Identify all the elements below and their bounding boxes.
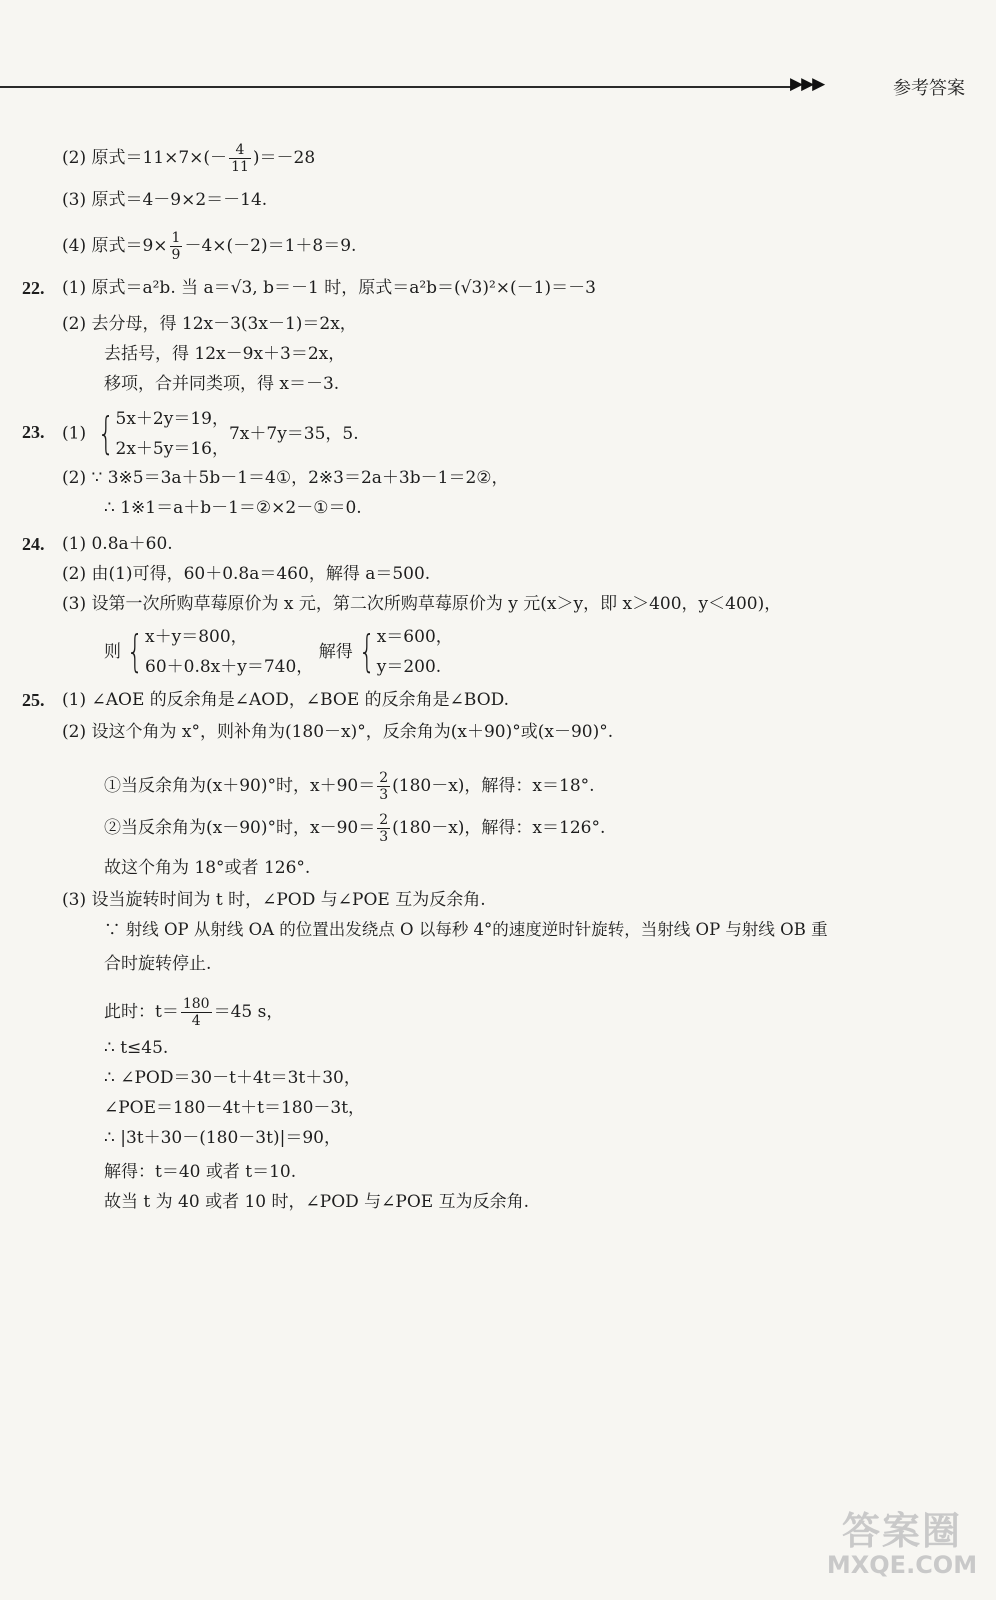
question-number: 25.	[22, 690, 45, 710]
q24-line3: (3) 设第一次所购草莓原价为 x 元，第二次所购草莓原价为 y 元(x＞y，即 x＞400，y＜400)，	[62, 594, 782, 614]
q25-line9: 此时：t＝ $\frac{180}{4}$ ＝45 s，	[104, 996, 284, 1029]
q25-line10: ∴ t≤45.	[104, 1038, 169, 1058]
fraction: $\frac{180}{4}$	[182, 996, 210, 1029]
fraction: $\frac{2}{3}$	[379, 770, 389, 803]
q25-case1: ①当反余角为(x＋90)°时，x＋90＝ $\frac{2}{3}$ (180－x)，解得：x＝18°.	[104, 770, 595, 803]
q22-line4: 移项，合并同类项，得 x＝－3.	[104, 374, 340, 394]
header-rule	[0, 86, 795, 88]
q25-line12: ∠POE＝180－4t＋t＝180－3t，	[104, 1098, 366, 1118]
q24-system: 则 { x＋y＝800， 60＋0.8x＋y＝740， 解得 { x＝600， y＝200.	[104, 626, 453, 677]
fraction: $\frac{1}{9}$	[171, 230, 181, 263]
fraction: $\frac{4}{11}$	[231, 142, 249, 175]
header-title: 参考答案	[893, 78, 965, 99]
q23-line2: (2) ∵ 3※5＝3a＋5b－1＝4①，2※3＝2a＋3b－1＝2②，	[62, 468, 509, 488]
q25-case2: ②当反余角为(x－90)°时，x－90＝ $\frac{2}{3}$ (180－x)，解得：x＝126°.	[104, 812, 606, 845]
q22-line3: 去括号，得 12x－9x＋3＝2x，	[104, 344, 346, 364]
watermark-logo: 答案圈 MXQE.COM	[826, 1509, 978, 1579]
question-number: 23.	[22, 422, 45, 442]
q21-part4: (4) 原式＝9× $\frac{1}{9}$ －4×(－2)＝1＋8＝9.	[62, 230, 357, 263]
q24-line1: (1) 0.8a＋60.	[62, 534, 173, 554]
q25-line2: (2) 设这个角为 x°，则补角为(180－x)°，反余角为(x＋90)°或(x－90)°.	[62, 722, 614, 742]
q25-line13: ∴ |3t＋30－(180－3t)|＝90，	[104, 1128, 341, 1148]
q25-line1: (1) ∠AOE 的反余角是∠AOD，∠BOE 的反余角是∠BOD.	[62, 690, 510, 710]
header-arrows-icon: ▶▶▶	[790, 74, 824, 94]
q21-part2: (2) 原式＝11×7×(－ $\frac{4}{11}$ )＝－28	[62, 142, 316, 175]
q25-line15: 故当 t 为 40 或者 10 时，∠POD 与∠POE 互为反余角.	[104, 1192, 530, 1212]
q25-line14: 解得：t＝40 或者 t＝10.	[104, 1162, 297, 1182]
question-number: 24.	[22, 534, 45, 554]
q25-line8: 合时旋转停止.	[104, 954, 212, 974]
q22-line1: (1) 原式＝a²b. 当 a＝√3, b＝－1 时，原式＝a²b＝(√3)²×(－1)＝－3	[62, 278, 596, 298]
q25-line7: ∵ 射线 OP 从射线 OA 的位置出发绕点 O 以每秒 4°的速度逆时针旋转，当射线 OP 与射线 OB 重	[104, 920, 828, 939]
q25-line6: (3) 设当旋转时间为 t 时，∠POD 与∠POE 互为反余角.	[62, 890, 486, 910]
q24-line2: (2) 由(1)可得，60＋0.8a＝460，解得 a＝500.	[62, 564, 431, 584]
question-number: 22.	[22, 278, 45, 298]
q21-part3: (3) 原式＝4－9×2＝－14.	[62, 190, 268, 210]
q23-line3: ∴ 1※1＝a＋b－1＝②×2－①＝0.	[104, 498, 362, 518]
q25-line5: 故这个角为 18°或者 126°.	[104, 858, 311, 878]
q23-part1: (1) { 5x＋2y＝19， 2x＋5y＝16， 7x＋7y＝35，5.	[62, 408, 359, 459]
q25-line11: ∴ ∠POD＝30－t＋4t＝3t＋30，	[104, 1068, 361, 1088]
fraction: $\frac{2}{3}$	[379, 812, 389, 845]
q22-line2: (2) 去分母，得 12x－3(3x－1)＝2x，	[62, 314, 357, 334]
